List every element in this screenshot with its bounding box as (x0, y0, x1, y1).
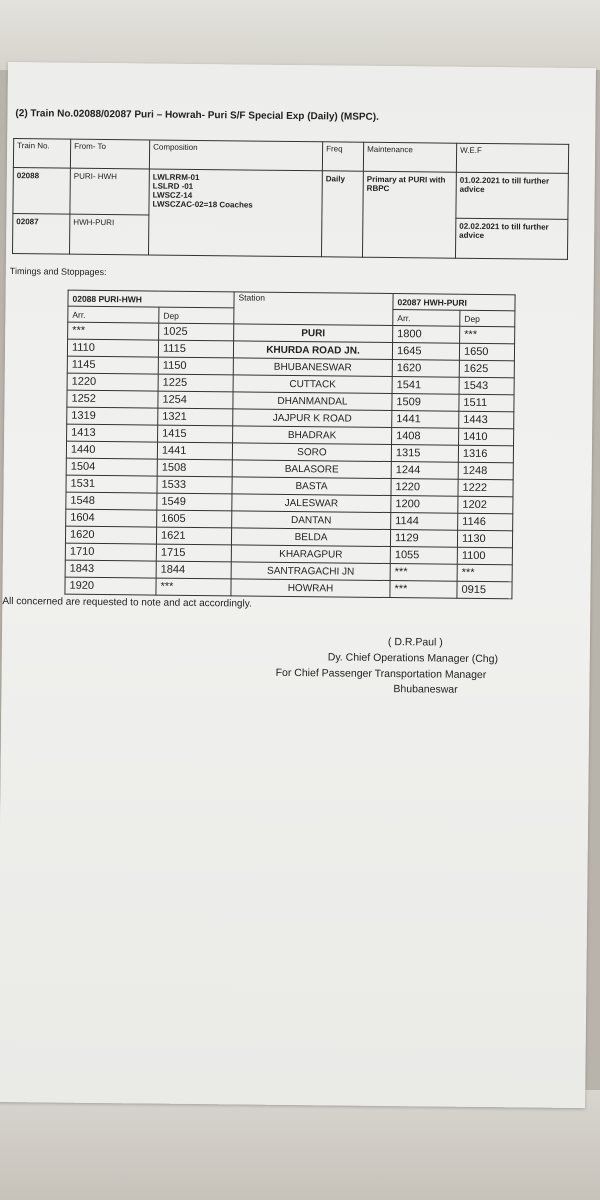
timings-body (65, 322, 515, 599)
up-train-title: 02088 PURI-HWH (68, 290, 234, 308)
up-arrival-cell: 1548 (66, 492, 157, 510)
down-arrival-cell: *** (390, 581, 457, 599)
station-name-cell: JALESWAR (232, 494, 391, 513)
signatory-place: Bhubaneswar (393, 683, 458, 696)
composition-line: LWLRRM-01 (152, 172, 200, 183)
down-arrival-cell: 1200 (391, 496, 458, 514)
col-wef: W.E.F (456, 143, 568, 173)
station-name-cell: SANTRAGACHI JN (231, 562, 390, 581)
station-name-cell: DHANMANDAL (233, 392, 392, 411)
down-departure-cell: 1100 (457, 547, 512, 565)
background-sheet (0, 0, 600, 70)
train-no-cell: 02088 (13, 168, 70, 215)
down-departure-cell: 1130 (457, 530, 512, 548)
wef-cell: 02.02.2021 to till further advice (455, 218, 567, 259)
down-arrival-cell: 1129 (390, 530, 457, 548)
freq-cell: Daily (321, 171, 363, 257)
down-arrival-cell: 1620 (392, 360, 459, 378)
up-departure-cell: 1025 (159, 323, 234, 341)
train-info-table (12, 138, 569, 260)
col-composition: Composition (149, 140, 322, 171)
station-name-cell: KHARAGPUR (231, 545, 390, 564)
station-name-cell: BASTA (232, 477, 391, 496)
up-departure-cell: *** (156, 578, 231, 596)
down-arrival-cell: 1220 (391, 479, 458, 497)
down-arrival-cell: 1315 (391, 445, 458, 463)
up-arrival-cell: 1604 (66, 509, 157, 527)
down-arrival-cell: 1645 (392, 343, 459, 361)
dep-header: Dep (159, 307, 234, 324)
composition-cell (148, 169, 322, 257)
down-train-title: 02087 HWH-PURI (393, 294, 515, 311)
down-departure-cell: 1146 (458, 513, 513, 531)
up-departure-cell: 1225 (158, 374, 233, 392)
up-arrival-cell: 1531 (66, 475, 157, 493)
document-page (0, 62, 596, 1108)
col-from-to: From- To (70, 139, 149, 169)
up-departure-cell: 1621 (156, 527, 231, 545)
up-departure-cell: 1605 (157, 510, 232, 528)
station-name-cell: JAJPUR K ROAD (233, 409, 392, 428)
down-departure-cell: 1443 (459, 411, 514, 429)
table-row (65, 577, 512, 599)
down-departure-cell: 1625 (459, 360, 514, 378)
document-heading: (2) Train No.02088/02087 Puri – Howrah- Puri S/F Special Exp (Daily) (MSPC). (15, 108, 379, 123)
down-departure-cell: 0915 (457, 581, 512, 599)
station-name-cell: PURI (234, 324, 393, 343)
down-arrival-cell: 1541 (392, 377, 459, 395)
down-arrival-cell: 1055 (390, 547, 457, 565)
signatory-name: ( D.R.Paul ) (387, 636, 443, 649)
down-departure-cell: 1248 (458, 462, 513, 480)
col-maintenance: Maintenance (363, 142, 456, 172)
wef-cell: 01.02.2021 to till further advice (456, 172, 568, 219)
up-arrival-cell: *** (68, 322, 159, 340)
up-arrival-cell: 1843 (65, 560, 156, 578)
up-arrival-cell: 1620 (65, 526, 156, 544)
up-departure-cell: 1115 (158, 340, 233, 358)
down-departure-cell: 1222 (458, 479, 513, 497)
down-departure-cell: 1316 (458, 445, 513, 463)
arr-header: Arr. (393, 310, 460, 327)
col-train-no: Train No. (13, 139, 70, 169)
up-departure-cell: 1549 (157, 493, 232, 511)
arr-header: Arr. (68, 306, 159, 323)
station-name-cell: HOWRAH (231, 579, 390, 598)
station-name-cell: BALASORE (232, 460, 391, 479)
down-arrival-cell: 1800 (393, 326, 460, 344)
up-arrival-cell: 1710 (65, 543, 156, 561)
down-arrival-cell: 1244 (391, 462, 458, 480)
down-arrival-cell: 1509 (392, 394, 459, 412)
station-name-cell: BELDA (231, 528, 390, 547)
down-departure-cell: 1543 (459, 377, 514, 395)
down-departure-cell: *** (457, 564, 512, 582)
up-departure-cell: 1844 (156, 561, 231, 579)
up-arrival-cell: 1220 (67, 373, 158, 391)
down-arrival-cell: *** (390, 564, 457, 582)
up-departure-cell: 1508 (157, 459, 232, 477)
timings-table (64, 290, 515, 600)
dep-header: Dep (460, 310, 515, 327)
down-departure-cell: 1511 (459, 394, 514, 412)
table-row (13, 168, 568, 220)
down-arrival-cell: 1441 (392, 411, 459, 429)
up-departure-cell: 1441 (157, 442, 232, 460)
up-departure-cell: 1254 (158, 391, 233, 409)
station-name-cell: BHADRAK (233, 426, 392, 445)
up-arrival-cell: 1252 (67, 390, 158, 408)
down-departure-cell: *** (460, 326, 515, 344)
composition-line: LWSCZ-14 (152, 190, 193, 200)
up-arrival-cell: 1504 (66, 458, 157, 476)
maintenance-cell: Primary at PURI with RBPC (362, 171, 456, 258)
station-name-cell: BHUBANESWAR (233, 358, 392, 377)
signatory-title: Dy. Chief Operations Manager (Chg) (327, 651, 499, 666)
up-arrival-cell: 1110 (67, 339, 158, 357)
station-name-cell: DANTAN (232, 511, 391, 530)
down-departure-cell: 1202 (458, 496, 513, 514)
up-arrival-cell: 1440 (66, 441, 157, 459)
composition-line: LWSCZAC-02=18 Coaches (152, 199, 253, 210)
up-departure-cell: 1321 (158, 408, 233, 426)
down-departure-cell: 1650 (459, 343, 514, 361)
up-arrival-cell: 1920 (65, 577, 156, 595)
up-arrival-cell: 1413 (67, 424, 158, 442)
from-to-cell: HWH-PURI (69, 214, 148, 255)
down-departure-cell: 1410 (459, 428, 514, 446)
train-no-cell: 02087 (12, 214, 69, 255)
col-freq: Freq (322, 142, 363, 171)
from-to-cell: PURI- HWH (70, 168, 149, 215)
up-departure-cell: 1533 (157, 476, 232, 494)
station-header: Station (234, 292, 393, 326)
up-departure-cell: 1415 (158, 425, 233, 443)
station-name-cell: KHURDA ROAD JN. (233, 341, 392, 360)
down-arrival-cell: 1144 (391, 513, 458, 531)
down-arrival-cell: 1408 (392, 428, 459, 446)
composition-line: LSLRD -01 (152, 181, 194, 191)
up-departure-cell: 1150 (158, 357, 233, 375)
signatory-for: For Chief Passenger Transportation Manager (275, 666, 487, 682)
up-arrival-cell: 1319 (67, 407, 158, 425)
up-arrival-cell: 1145 (67, 356, 158, 374)
timings-label: Timings and Stoppages: (9, 266, 107, 278)
station-name-cell: SORO (232, 443, 391, 462)
up-departure-cell: 1715 (156, 544, 231, 562)
closing-note: All concerned are requested to note and act accordingly. (2, 595, 252, 610)
station-name-cell: CUTTACK (233, 375, 392, 394)
